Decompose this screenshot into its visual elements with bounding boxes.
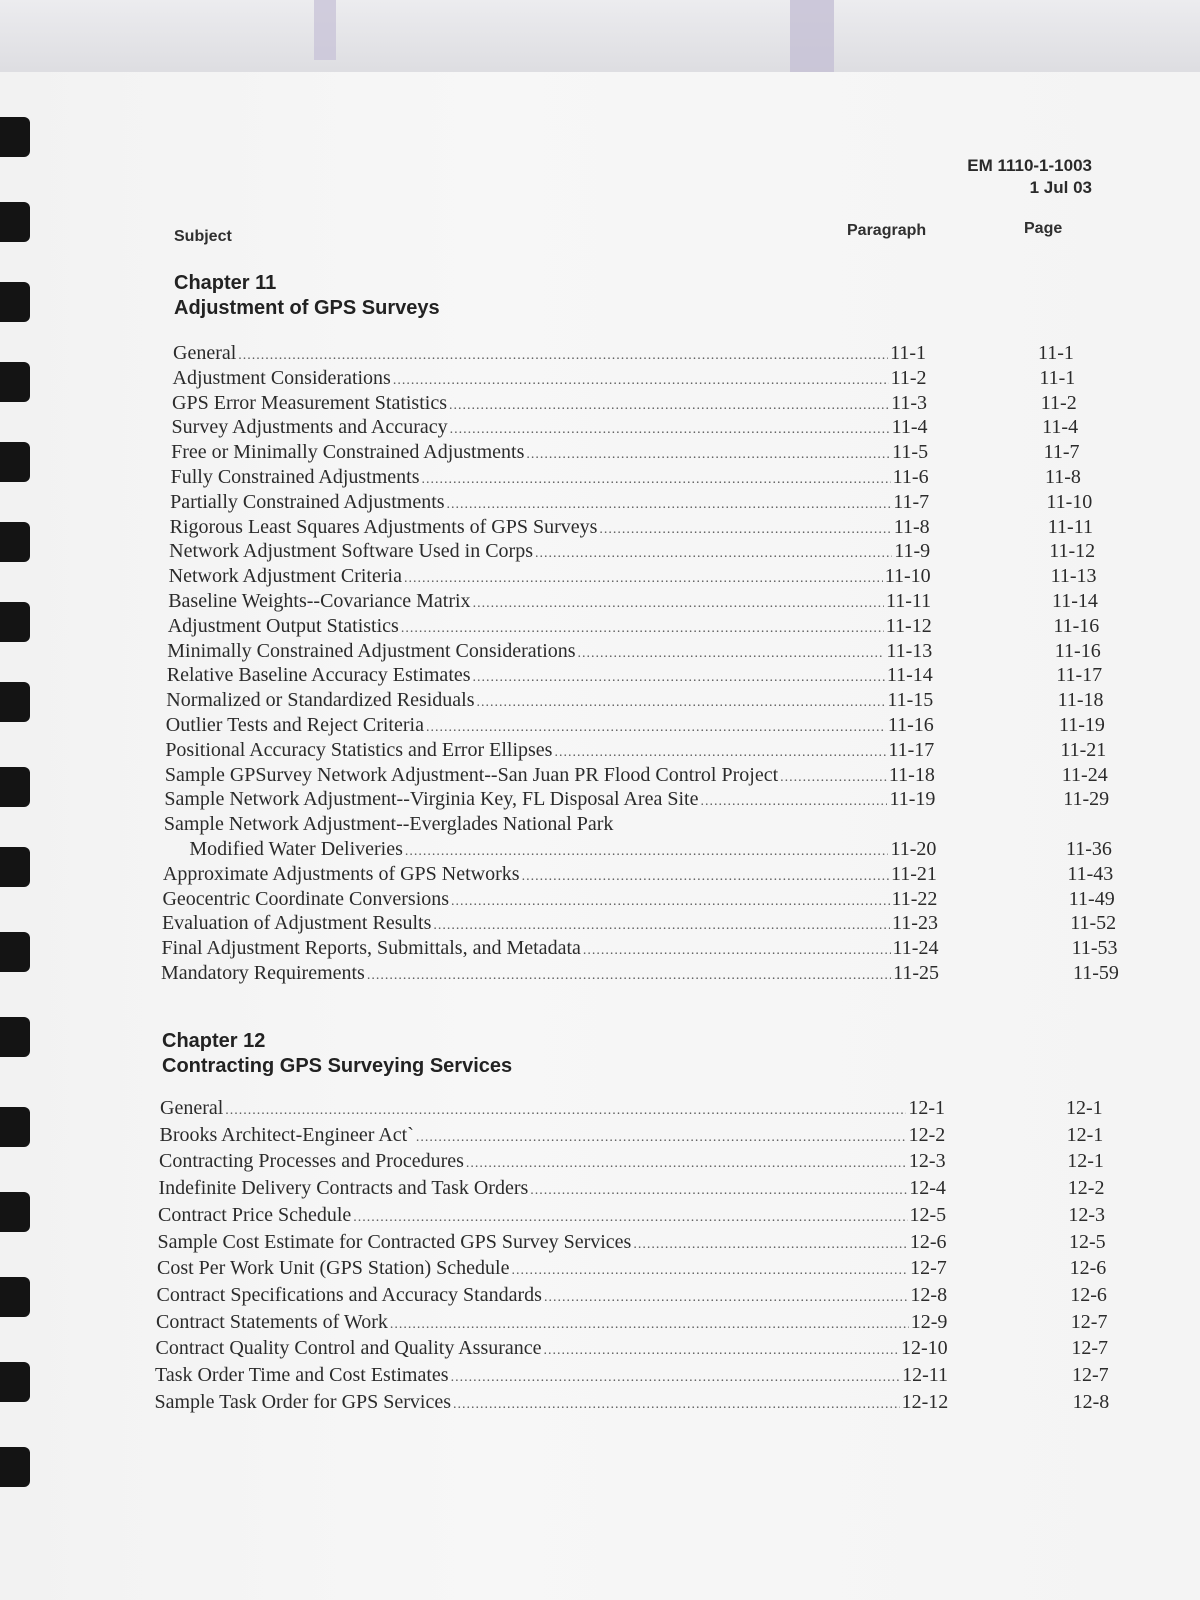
toc-leader-dots xyxy=(535,546,892,562)
toc-entry xyxy=(162,887,1115,912)
toc-entry-title: GPS Error Measurement Statistics xyxy=(172,391,447,414)
toc-entry-paragraph: 11-20 xyxy=(890,838,937,860)
toc-entry xyxy=(160,1097,1103,1121)
toc-entry-title: Sample GPSurvey Network Adjustment--San Juan PR Flood Control Project xyxy=(164,763,779,786)
binding-hole xyxy=(0,1192,30,1232)
toc-entry-paragraph: 11-3 xyxy=(891,391,928,414)
toc-entry-page: 11-7 xyxy=(1043,441,1080,464)
toc-entry xyxy=(158,1177,1105,1201)
toc-entry-paragraph: 12-6 xyxy=(909,1230,947,1253)
toc-leader-dots xyxy=(405,844,889,860)
toc-entry-paragraph: 12-4 xyxy=(909,1177,946,1200)
toc-entry-page: 11-53 xyxy=(1071,937,1118,960)
toc-entry-page: 11-1 xyxy=(1038,342,1074,364)
binding-hole xyxy=(0,932,30,972)
binding-hole xyxy=(0,602,30,642)
toc-entry-title: Indefinite Delivery Contracts and Task Orders xyxy=(158,1177,529,1200)
toc-leader-dots xyxy=(225,1103,906,1119)
toc-entry-title: Survey Adjustments and Accuracy xyxy=(171,416,448,439)
toc-entry-paragraph: 11-15 xyxy=(887,689,934,712)
toc-entry xyxy=(161,912,1117,936)
chapter-11-number: Chapter 11 xyxy=(174,272,277,294)
toc-entry xyxy=(155,1337,1109,1361)
toc-leader-dots xyxy=(599,522,891,538)
toc-leader-dots xyxy=(367,968,891,984)
document-page xyxy=(0,72,1200,1600)
document-date: 1 Jul 03 xyxy=(1029,178,1092,197)
toc-leader-dots xyxy=(453,1397,900,1413)
toc-leader-dots xyxy=(477,695,886,711)
toc-entry-paragraph: 11-13 xyxy=(886,639,933,662)
toc-leader-dots xyxy=(583,943,891,959)
column-header-subject: Subject xyxy=(174,228,232,245)
binding-hole xyxy=(0,1447,30,1487)
toc-entry-page: 12-3 xyxy=(1068,1203,1106,1226)
column-header-page: Page xyxy=(1024,220,1063,237)
toc-entry-title: Evaluation of Adjustment Results xyxy=(161,912,432,935)
toc-entry-paragraph: 12-11 xyxy=(902,1364,948,1386)
toc-leader-dots xyxy=(426,720,886,736)
toc-entry-title: Partially Constrained Adjustments xyxy=(170,490,445,513)
toc-entry xyxy=(170,466,1081,490)
toc-entry-page: 11-16 xyxy=(1053,614,1100,637)
toc-leader-dots xyxy=(780,770,887,786)
toc-entry-title: Network Adjustment Criteria xyxy=(168,565,402,588)
toc-entry xyxy=(156,1310,1108,1335)
toc-entry-title: Sample Task Order for GPS Services xyxy=(154,1390,452,1413)
toc-entry xyxy=(161,937,1118,961)
toc-entry-paragraph: 11-22 xyxy=(891,887,938,910)
toc-leader-dots xyxy=(447,497,892,513)
toc-entry-paragraph: 11-18 xyxy=(888,763,935,786)
toc-entry-title: Minimally Constrained Adjustment Considerations xyxy=(167,639,576,662)
toc-leader-dots xyxy=(511,1263,908,1279)
binding-hole xyxy=(0,282,30,322)
toc-entry-page: 12-7 xyxy=(1070,1310,1108,1333)
binding-hole xyxy=(0,442,30,482)
toc-entry-title: Free or Minimally Constrained Adjustments xyxy=(171,441,525,464)
toc-entry-title: Positional Accuracy Statistics and Error Ellipses xyxy=(165,738,553,761)
toc-leader-dots xyxy=(451,894,889,910)
binding-hole xyxy=(0,847,30,887)
toc-entry-paragraph: 11-1 xyxy=(890,342,926,364)
binding-hole xyxy=(0,682,30,722)
binding-hole xyxy=(0,362,30,402)
toc-entry-page: 11-1 xyxy=(1039,366,1076,389)
toc-entry-page: 11-16 xyxy=(1054,639,1101,662)
toc-leader-dots xyxy=(526,447,890,463)
toc-entry-title: Contract Price Schedule xyxy=(158,1203,352,1226)
toc-entry-title: Fully Constrained Adjustments xyxy=(170,466,420,488)
chapter-12-heading xyxy=(162,1029,512,1079)
toc-entry xyxy=(157,1257,1107,1281)
toc-entry-title: Geocentric Coordinate Conversions xyxy=(162,887,450,910)
toc-leader-dots xyxy=(449,398,889,414)
toc-leader-dots xyxy=(544,1290,908,1306)
toc-entry-page: 11-43 xyxy=(1067,862,1114,885)
toc-entry-page: 11-12 xyxy=(1049,540,1096,563)
binding-hole xyxy=(0,1362,30,1402)
toc-entry xyxy=(164,813,936,837)
binding-hole xyxy=(0,522,30,562)
toc-leader-dots xyxy=(466,1156,907,1172)
toc-entry-paragraph: 12-12 xyxy=(901,1390,949,1413)
toc-entry-page: 11-59 xyxy=(1073,962,1119,984)
toc-leader-dots xyxy=(393,373,889,389)
toc-entry-paragraph: 11-19 xyxy=(889,788,936,811)
toc-entry-page: 11-19 xyxy=(1058,714,1105,736)
toc-entry-paragraph: 11-4 xyxy=(891,416,928,439)
toc-leader-dots xyxy=(544,1343,899,1359)
toc-entry xyxy=(169,515,1093,540)
toc-entry-title: Adjustment Output Statistics xyxy=(167,614,399,637)
toc-entry-title: Contract Quality Control and Quality Assurance xyxy=(155,1337,542,1360)
binding-hole xyxy=(0,1277,30,1317)
toc-entry xyxy=(161,962,1119,986)
toc-entry xyxy=(159,1150,1104,1174)
toc-entry-page: 11-52 xyxy=(1070,912,1117,935)
chapter-11-heading xyxy=(174,271,440,321)
toc-entry xyxy=(157,1230,1106,1255)
binding-hole xyxy=(0,117,30,157)
toc-entry-title: Baseline Weights--Covariance Matrix xyxy=(168,590,471,612)
toc-entry-page: 11-24 xyxy=(1061,763,1108,786)
toc-entry xyxy=(164,788,1110,812)
toc-entry-paragraph: 11-12 xyxy=(885,614,932,637)
toc-entry xyxy=(171,416,1079,440)
chapter-12-title: Contracting GPS Surveying Services xyxy=(162,1055,513,1077)
toc-entry-page: 12-6 xyxy=(1070,1283,1107,1306)
toc-entry-page: 11-29 xyxy=(1063,788,1110,811)
binder-clip-left xyxy=(314,0,336,60)
toc-entry xyxy=(154,1390,1110,1415)
toc-entry-title: General xyxy=(160,1097,224,1119)
toc-entry-page: 11-49 xyxy=(1068,887,1115,910)
toc-entry-paragraph: 11-6 xyxy=(892,466,929,488)
toc-entry-page: 11-14 xyxy=(1051,590,1098,612)
toc-leader-dots xyxy=(238,348,888,364)
toc-entry-title: Network Adjustment Software Used in Corps xyxy=(169,540,534,563)
toc-entry-title: Approximate Adjustments of GPS Networks xyxy=(162,862,520,885)
toc-entry-title: Contracting Processes and Procedures xyxy=(159,1150,464,1173)
chapter-11-title: Adjustment of GPS Surveys xyxy=(174,297,440,319)
toc-entry-title: Sample Cost Estimate for Contracted GPS Survey Services xyxy=(157,1230,632,1253)
toc-entry-paragraph: 12-8 xyxy=(910,1283,948,1306)
toc-entry-paragraph: 12-9 xyxy=(910,1310,948,1333)
toc-entry-paragraph: 12-1 xyxy=(908,1097,945,1119)
toc-entry xyxy=(167,614,1100,639)
toc-entry-page: 12-2 xyxy=(1067,1177,1105,1200)
toc-entry-paragraph: 11-16 xyxy=(887,714,934,736)
toc-entry xyxy=(166,664,1103,688)
toc-entry-page: 12-7 xyxy=(1071,1337,1109,1360)
binding-hole xyxy=(0,767,30,807)
toc-entry-paragraph: 11-5 xyxy=(892,441,929,464)
toc-entry xyxy=(168,565,1097,589)
toc-entry xyxy=(168,590,1098,614)
toc-leader-dots xyxy=(450,422,890,438)
toc-entry-title: Final Adjustment Reports, Submittals, and Metadata xyxy=(161,937,581,960)
toc-entry-page: 11-4 xyxy=(1042,416,1079,439)
toc-entry-paragraph: 11-2 xyxy=(890,366,927,389)
toc-entry xyxy=(171,441,1080,465)
toc-entry xyxy=(164,763,1108,788)
toc-entry xyxy=(155,1364,1109,1388)
toc-entry-paragraph: 11-17 xyxy=(888,738,935,761)
toc-entry-paragraph: 12-2 xyxy=(908,1123,946,1146)
toc-entry-page: 12-1 xyxy=(1066,1123,1104,1146)
toc-entry xyxy=(173,342,1074,366)
toc-leader-dots xyxy=(530,1183,907,1199)
toc-entry-page: 12-7 xyxy=(1072,1364,1109,1386)
toc-entry-title: General xyxy=(173,342,237,364)
toc-leader-dots xyxy=(422,472,891,488)
toc-leader-dots xyxy=(401,621,884,637)
toc-entry-page: 11-18 xyxy=(1057,689,1104,712)
toc-entry-page: 11-8 xyxy=(1044,466,1081,488)
toc-entry xyxy=(158,1203,1106,1228)
toc-leader-dots xyxy=(700,794,887,810)
toc-entry-paragraph: 11-24 xyxy=(892,937,939,960)
toc-entry xyxy=(156,1283,1107,1308)
toc-entry xyxy=(162,862,1114,887)
column-header-paragraph: Paragraph xyxy=(847,222,927,239)
toc-entry-title: Rigorous Least Squares Adjustments of GPS Surveys xyxy=(169,515,598,538)
em-number: EM 1110-1-1003 xyxy=(967,156,1092,175)
toc-entry-paragraph: 12-3 xyxy=(908,1150,946,1173)
toc-entry-paragraph: 11-8 xyxy=(893,515,930,538)
toc-leader-dots xyxy=(404,571,883,587)
toc-leader-dots xyxy=(473,596,884,612)
toc-entry xyxy=(169,540,1096,564)
toc-entry-title: Modified Water Deliveries xyxy=(189,838,403,860)
toc-entry-page: 11-17 xyxy=(1056,664,1103,687)
binder-clip-right xyxy=(790,0,834,75)
toc-entry-paragraph: 11-21 xyxy=(890,862,937,885)
toc-entry-title: Task Order Time and Cost Estimates xyxy=(155,1364,449,1386)
toc-entry-paragraph: 12-10 xyxy=(901,1337,948,1360)
toc-entry-title: Relative Baseline Accuracy Estimates xyxy=(166,664,471,687)
binding-hole xyxy=(0,1017,30,1057)
background-top xyxy=(0,0,1200,80)
toc-leader-dots xyxy=(473,670,885,686)
toc-entry xyxy=(159,1123,1104,1148)
toc-leader-dots xyxy=(633,1237,908,1253)
toc-entry-page: 12-5 xyxy=(1069,1230,1106,1253)
toc-entry-paragraph: 11-7 xyxy=(893,490,930,513)
chapter-12-number: Chapter 12 xyxy=(162,1030,266,1052)
toc-entry-page: 12-6 xyxy=(1069,1257,1107,1280)
toc-leader-dots xyxy=(433,918,890,934)
toc-entry xyxy=(172,366,1076,391)
toc-entry xyxy=(165,738,1107,763)
toc-entry-title: Cost Per Work Unit (GPS Station) Schedule xyxy=(157,1257,510,1280)
toc-entry-paragraph: 11-25 xyxy=(893,962,939,984)
toc-entry-paragraph: 12-7 xyxy=(910,1257,947,1280)
toc-entry-page: 11-11 xyxy=(1047,515,1093,538)
toc-leader-dots xyxy=(578,646,885,662)
toc-leader-dots xyxy=(353,1210,907,1226)
toc-entry-paragraph: 11-9 xyxy=(894,540,931,563)
toc-entry-paragraph: 11-11 xyxy=(886,590,932,612)
toc-leader-dots xyxy=(390,1317,909,1333)
toc-leader-dots xyxy=(522,869,889,885)
toc-entry-title: Sample Network Adjustment--Virginia Key, FL Disposal Area Site xyxy=(164,788,699,811)
toc-entry-title: Contract Statements of Work xyxy=(156,1310,388,1333)
toc-leader-dots xyxy=(416,1130,907,1146)
toc-entry-page: 12-1 xyxy=(1066,1097,1103,1119)
toc-entry-page: 12-1 xyxy=(1067,1150,1104,1173)
toc-entry-title: Adjustment Considerations xyxy=(172,366,391,389)
toc-entry xyxy=(165,714,1105,738)
document-header xyxy=(967,155,1092,199)
toc-entry-title: Contract Specifications and Accuracy Standards xyxy=(156,1283,542,1306)
toc-entry-paragraph: 11-23 xyxy=(892,912,938,935)
toc-entry-title: Brooks Architect-Engineer Act` xyxy=(159,1123,414,1146)
toc-entry xyxy=(163,838,1112,862)
toc-entry-title: Sample Network Adjustment--Everglades National Park xyxy=(163,813,614,836)
toc-entry-page: 11-10 xyxy=(1046,490,1093,513)
toc-entry xyxy=(172,391,1077,416)
toc-entry-title: Normalized or Standardized Residuals xyxy=(166,689,475,712)
toc-entry-page: 11-13 xyxy=(1050,565,1097,588)
toc-entry-page: 11-2 xyxy=(1040,391,1077,414)
toc-entry-paragraph: 11-14 xyxy=(886,664,933,687)
toc-entry xyxy=(166,689,1104,713)
toc-entry-page: 12-8 xyxy=(1072,1390,1110,1413)
toc-leader-dots xyxy=(554,745,886,761)
toc-entry xyxy=(167,639,1101,664)
toc-entry-title: Mandatory Requirements xyxy=(161,962,365,984)
toc-leader-dots xyxy=(451,1370,900,1386)
toc-entry-paragraph: 12-5 xyxy=(909,1203,947,1226)
toc-entry-paragraph: 11-10 xyxy=(884,565,931,588)
toc-entry-page: 11-21 xyxy=(1060,738,1107,761)
toc-entry-page: 11-36 xyxy=(1065,838,1112,860)
binding-hole xyxy=(0,1107,30,1147)
toc-entry xyxy=(170,490,1093,515)
binding-hole xyxy=(0,202,30,242)
toc-entry-title: Outlier Tests and Reject Criteria xyxy=(165,714,424,736)
